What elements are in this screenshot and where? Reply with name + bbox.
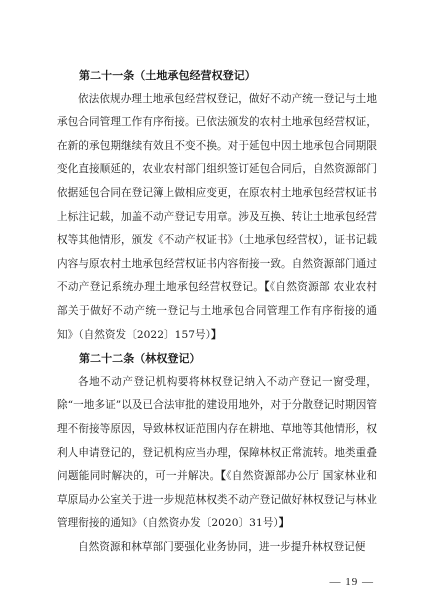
article-22-ref-close: 】 — [278, 517, 290, 530]
page-content — [57, 64, 377, 559]
article-22-body: 各地不动产登记机构要将林权登记纳入不动产登记一窗受理，除“一地多证”以及已合法审批的建设用地外，对于分散登记时期因管理不衔接等原因，导致林权证范围内存在耕地、草地等其他情形，权利人申请登记的，登记机构应当办理，保障林权正常流转。地类重叠问题能同时解决的，可一并解决。 — [57, 375, 377, 483]
article-21-reference: 《自然资源部 农业农村部关于做好不动产统一登记与土地承包合同管理工作有序衔接的通知》（自然资发〔2022〕157号） — [57, 281, 378, 341]
page-number: — 19 — — [329, 576, 374, 588]
article-22-heading: 第二十二条（林权登记） — [79, 352, 201, 366]
article-21-heading: 第二十一条（土地承包经营权登记） — [79, 69, 256, 82]
article-22-paragraph — [57, 371, 377, 536]
article-21-ref-open: 【 — [264, 281, 270, 294]
article-21-paragraph — [57, 88, 377, 348]
article-21-body: 依法依规办理土地承包经营权登记，做好不动产统一登记与土地承包合同管理工作有序衔接。已依法颁发的农村土地承包经营权证，在新的承包期继续有效且不变不换。对于延包中因土地承包合同期限变化直接顺延的，农业农村部门组织签订延包合同后，自然资源部门依据延包合同在登记簿上做相应变更，在原农村土地承包经营权证书上标注记载，加盖不动产登记专用章。涉及互换、转让土地承包经营权等其他情形，颁发《不动产权证书》（土地承包经营权），证书记载内容与原农村土地承包经营权证书内容衔接一致。自然资源部门通过不动产登记系统办理土地承包经营权登记。 — [57, 92, 377, 294]
trailing-paragraph: 自然资源和林草部门要强化业务协同，进一步提升林权登记便 — [78, 540, 366, 553]
article-21-ref-close: 】 — [211, 328, 222, 341]
article-22-reference: 《自然资源部办公厅 国家林业和草原局办公室关于进一步规范林权类不动产登记做好林权登记与林业管理衔接的通知》（自然资办发〔2020〕31号） — [57, 470, 377, 530]
article-22-ref-open: 【 — [220, 470, 227, 483]
